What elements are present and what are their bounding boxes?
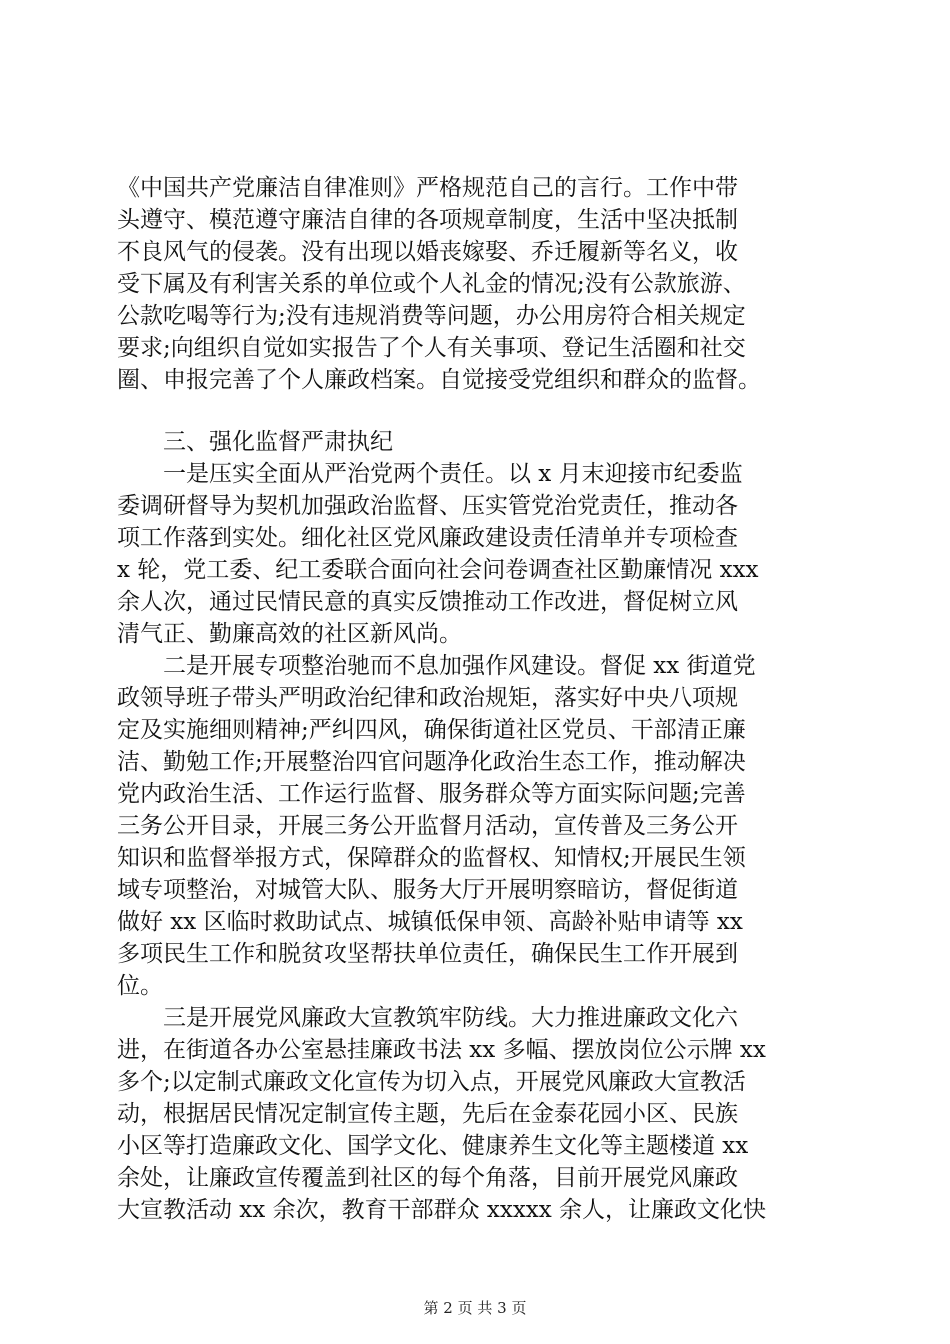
text-line: 域专项整治，对城管大队、服务大厅开展明察暗访，督促街道 <box>117 877 738 903</box>
text-line: 余人次，通过民情民意的真实反馈推动工作改进，督促树立风 <box>117 589 738 615</box>
text-line: 委调研督导为契机加强政治监督、压实管党治党责任，推动各 <box>117 493 738 519</box>
text-line: 一是压实全面从严治党两个责任。以 x 月末迎接市纪委监 <box>163 461 743 487</box>
text-line: 不良风气的侵袭。没有出现以婚丧嫁娶、乔迁履新等名义，收 <box>117 239 738 265</box>
text-line: 余处，让廉政宣传覆盖到社区的每个角落，目前开展党风廉政 <box>117 1165 738 1191</box>
text-line: 洁、勤勉工作;开展整治四官问题净化政治生态工作，推动解决 <box>117 749 746 775</box>
paragraph-2 <box>117 458 852 650</box>
text-line: 多个;以定制式廉政文化宣传为切入点，开展党风廉政大宣教活 <box>117 1069 746 1095</box>
text-line: x 轮，党工委、纪工委联合面向社会问卷调查社区勤廉情况 xxx <box>117 557 759 583</box>
text-line: 清气正、勤廉高效的社区新风尚。 <box>117 621 462 647</box>
document-body <box>117 172 852 1226</box>
paragraph-4 <box>117 1002 852 1226</box>
text-line: 三是开展党风廉政大宣教筑牢防线。大力推进廉政文化六 <box>163 1005 738 1031</box>
text-line: 小区等打造廉政文化、国学文化、健康养生文化等主题楼道 xx <box>117 1133 749 1159</box>
text-line: 公款吃喝等行为;没有违规消费等问题，办公用房符合相关规定 <box>117 303 746 329</box>
paragraph-1 <box>117 172 852 396</box>
text-line: 定及实施细则精神;严纠四风，确保街道社区党员、干部清正廉 <box>117 717 746 743</box>
text-line: 动，根据居民情况定制宣传主题，先后在金泰花园小区、民族 <box>117 1101 738 1127</box>
text-line: 头遵守、模范遵守廉洁自律的各项规章制度，生活中坚决抵制 <box>117 207 738 233</box>
text-line: 党内政治生活、工作运行监督、服务群众等方面实际问题;完善 <box>117 781 746 807</box>
text-line: 大宣教活动 xx 余次，教育干部群众 xxxxx 余人，让廉政文化快 <box>117 1197 767 1223</box>
text-line: 要求;向组织自觉如实报告了个人有关事项、登记生活圈和社交 <box>117 335 746 361</box>
text-line: 项工作落到实处。细化社区党风廉政建设责任清单并专项检查 <box>117 525 738 551</box>
text-line: 《中国共产党廉洁自律准则》严格规范自己的言行。工作中带 <box>117 175 738 201</box>
text-line: 知识和监督举报方式，保障群众的监督权、知情权;开展民生领 <box>117 845 746 871</box>
section-heading: 三、强化监督严肃执纪 <box>163 429 393 455</box>
text-line: 政领导班子带头严明政治纪律和政治规矩，落实好中央八项规 <box>117 685 738 711</box>
text-line: 受下属及有利害关系的单位或个人礼金的情况;没有公款旅游、 <box>117 271 746 297</box>
text-line: 位。 <box>117 973 163 999</box>
page-footer: 第 2 页 共 3 页 <box>423 1299 527 1317</box>
text-line: 三务公开目录，开展三务公开监督月活动，宣传普及三务公开 <box>117 813 738 839</box>
paragraph-3 <box>117 650 852 1002</box>
text-line: 多项民生工作和脱贫攻坚帮扶单位责任，确保民生工作开展到 <box>117 941 738 967</box>
paragraph-gap <box>117 396 852 426</box>
text-line: 进，在街道各办公室悬挂廉政书法 xx 多幅、摆放岗位公示牌 xx <box>117 1037 766 1063</box>
text-line: 做好 xx 区临时救助试点、城镇低保申领、高龄补贴申请等 xx <box>117 909 743 935</box>
text-line: 圈、申报完善了个人廉政档案。自觉接受党组织和群众的监督。 <box>117 367 761 393</box>
text-line: 二是开展专项整治驰而不息加强作风建设。督促 xx 街道党 <box>163 653 756 679</box>
